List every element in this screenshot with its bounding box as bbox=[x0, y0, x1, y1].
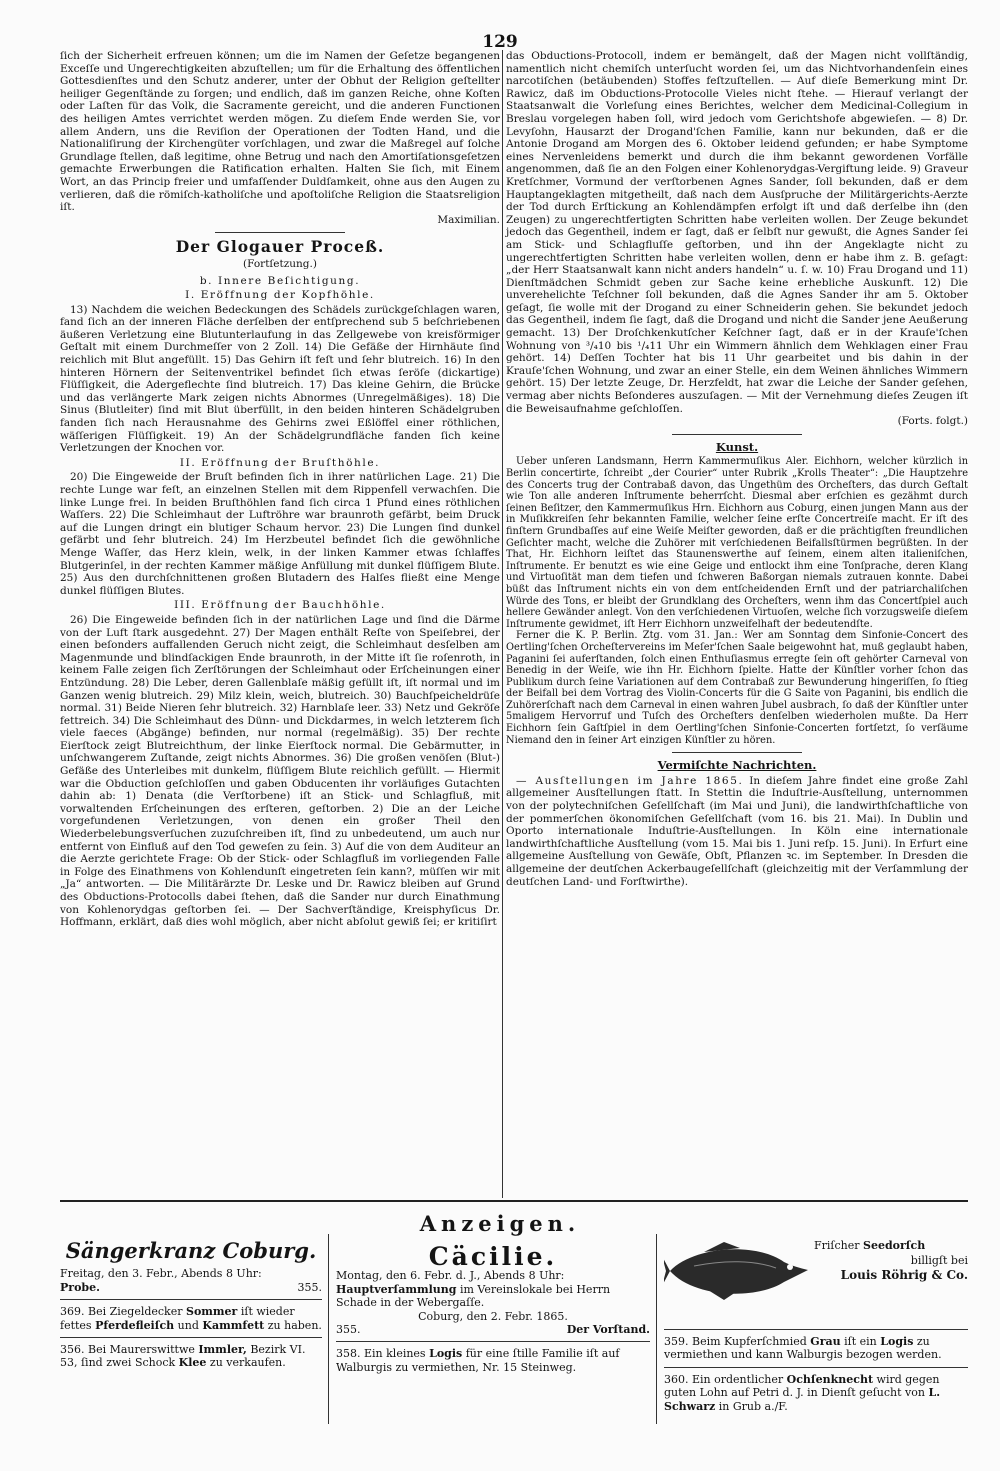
ad-title-saengerkranz: Sängerkranz Coburg. bbox=[65, 1238, 317, 1263]
body-paragraph: Ferner die K. P. Berlin. Ztg. vom 31. Jan.: Wer am Sonntag dem Sinfonie-Concert des Oertling'ſchen Orcheſtervereins im Meſer'ſchen Saale beigewohnt hat, muß geglaubt haben, Paganini ſei auferſtanden, ſolch einen Enthuſiasmus erregte ſein oft gehörter Carneval von Benedig in der Weiſe, wie ihn Hr. Eichhorn ſpielte. Hatte der Künſtler vorher ſchon das Publikum durch ſeine Variationen auf dem Contrabaß zur Bewunderung hingeriſſen, ſo ſtieg der Beifall bei dem Vortrag des Violin-Concerts für die G Saite von Paganini, bis endlich die Zuhörerſchaft nach dem Carneval in einen wahren Jubel ausbrach, ſo daß der Künſtler unter 5maligem Hervorruf und Tuſch des Orcheſters denſelben wiederholen mußte. Da Herr Eichhorn ſein Gaſtſpiel in dem Oertling'ſchen Sinfonie-Concerten fortſetzt, ſo verſäume Niemand den in ſeiner Art einzigen Künſtler zu hören. bbox=[506, 630, 968, 746]
section-heading: b. Innere Beſichtigung. bbox=[199, 274, 361, 287]
ad-number: 358. bbox=[336, 1347, 361, 1361]
ad-text: zu haben. bbox=[267, 1318, 322, 1332]
ad-name: Grau bbox=[810, 1335, 841, 1348]
signature: Maximilian. bbox=[437, 213, 500, 226]
ad-keyword: Logis bbox=[880, 1335, 914, 1348]
ad-text: und bbox=[177, 1318, 199, 1332]
ad-text: billigſt bei bbox=[910, 1254, 968, 1267]
ad-column-middle bbox=[336, 1242, 650, 1374]
right-column bbox=[506, 50, 968, 888]
ad-text: im Vereinslokale bei Herrn Schade in der Webergaſſe. bbox=[336, 1282, 611, 1310]
ad-title-caecilie: Cäcilie. bbox=[428, 1242, 558, 1271]
ad-text: Bei Ziegeldecker bbox=[88, 1305, 183, 1319]
subsection-heading: III. Eröffnung der Bauchhöhle. bbox=[174, 599, 386, 612]
ad-item: Klee bbox=[178, 1356, 207, 1370]
ad-text: wird gegen guten Lohn auf Petri d. J. in Dienſt geſucht von bbox=[664, 1372, 940, 1400]
ad-text: Ein ordentlicher bbox=[692, 1372, 784, 1386]
ad-text: Coburg, den 2. Febr. 1865. bbox=[418, 1309, 568, 1323]
ad-keyword: Ochſenknecht bbox=[786, 1372, 874, 1386]
ad-name: L. Schwarz bbox=[664, 1386, 941, 1413]
fish-icon bbox=[664, 1240, 812, 1302]
ad-column-divider bbox=[328, 1234, 329, 1424]
divider bbox=[672, 434, 802, 435]
page-number: 129 bbox=[482, 32, 518, 52]
continued-note: (Forts. folgt.) bbox=[897, 415, 968, 428]
ads-header: Anzeigen. bbox=[419, 1211, 581, 1236]
ad-text: Bezirk VI. 53, ſind zwei Schock bbox=[60, 1343, 306, 1370]
article-subtitle: (Fortſetzung.) bbox=[243, 257, 317, 270]
body-paragraph: Ueber unſeren Landsmann, Herrn Kammermuſikus Aler. Eichhorn, welcher kürzlich in Berlin concertirte, ſchreibt „der Courier“ unter Rubrik „Krolls Theater“: „Die Hauptzehre des Concerts trug der Contrabaß davon, das Ungethüm des Orcheſters, das durch Geſtalt wie Ton alle anderen Inſtrumente beherrſcht. Diesmal aber erſchien es gezähmt durch ſeinen Beſitzer, den Kammermuſikus Hrn. Eichhorn aus Coburg, einen jungen Mann aus der in Muſikkreiſen ſehr bekannten Familie, welcher ſeine erſte Concertreiſe macht. Er iſt des finſtern Grundbaſſes auf eine Weiſe Meiſter geworden, daß er die prächtigſten freundlichen Geſichter macht, welche die Zuhörer mit verſchiedenen Beifallsſtürmen begrüßten. In der That, Hr. Eichhorn leiſtet das Staunenswerthe auf ſeinem, einem alten italieniſchen, Inſtrumente. Er benutzt es wie eine Geige und entlockt ihm eine Tonſprache, deren Klang und Virtuoſität man dem tiefen und ſchweren Baßorgan niemals zutrauen konnte. Dabei büßt das Inſtrument nichts ein von dem entſcheidenden Ernſt und der patriarchaliſchen Würde des Tons, er bleibt der Grundklang des Orcheſters, wenn ihm das Concertſpiel auch hellere Gewänder anlegt. Von den verſchiedenen Virtuoſen, welche ſich vorzugsweiſe dieſem Inſtrumente gewidmet, iſt Herr Eichhorn unzweifelhaft der bedeutendſte. bbox=[506, 456, 968, 630]
article-title: Der Glogauer Proceß. bbox=[175, 237, 385, 257]
intro-paragraph: ſich der Sicherheit erfreuen können; um die im Namen der Geſetze begangenen Exceſſe und Ungerechtigkeiten abzuſtellen; um für die Erhaltung des öffentlichen Gottesdienſtes und den Schutz anderer, unter der Obhut der Religion geſtellter heiliger Gegenſtände zu ſorgen; und endlich, daß im ganzen Reiche, ohne Koſten oder Laſten für das Volk, die Sacramente gereicht, und die anderen Functionen des heiligen Amtes verrichtet werden mögen. Zu dieſem Ende werden Sie, vor allem Andern, uns die Reviſion der Operationen der Todten Hand, und die Nationaliſirung der Kirchengüter vorſchlagen, und zwar die Maßregel auf ſolche Grundlage ſtellen, daß legitime, ohne Betrug und nach den Amortiſationsgeſetzen gemachte Erwerbungen die Ratification erhalten. Halten Sie ſich, mit Einem Wort, an das Princip freier und umfaſſender Duldſamkeit, ohne aus den Augen zu verlieren, daß die römiſch-katholiſche und apoſtoliſche Religion die Staatsreligion iſt. bbox=[60, 50, 500, 214]
ad-item: Pferdefleiſch bbox=[95, 1318, 175, 1332]
subsection-heading: I. Eröffnung der Kopfhöhle. bbox=[185, 289, 375, 302]
divider bbox=[215, 232, 345, 233]
misc-lead: — Ausſtellungen im Jahre 1865. bbox=[516, 774, 744, 787]
ad-keyword: Seedorſch bbox=[863, 1239, 926, 1252]
body-paragraph: 13) Nachdem die weichen Bedeckungen des Schädels zurückgeſchlagen waren, fand ſich an der inneren Fläche derſelben der entſprechend sub 5 beſchriebenen äußeren Verletzung eine Blutunterlaufung in das Zellgewebe von kreisförmiger Geſtalt mit einem Durchmeſſer von 2 Zoll. 14) Die Gefäße der Hirnhäute ſind reichlich mit Blut angefüllt. 15) Das Gehirn iſt feſt und ſehr blutreich. 16) In den hinteren Hörnern der Seitenventrikel befindet ſich etwas ſeröſe (dickartige) Flüſſigkeit, die Adergeflechte ſind blutreich. 17) Das kleine Gehirn, die Brücke und das verlängerte Mark zeigen nichts Abnormes (Unregelmäßiges). 18) Die Sinus (Blutleiter) ſind mit Blut überfüllt, in den beiden hinteren Schädelgruben fanden ſich nach Herausnahme des Gehirns zwei Eßlöffel einer röthlichen, wäſſerigen Flüſſigkeit. 19) An der Schädelgrundfläche fanden ſich keine Verletzungen der Knochen vor. bbox=[60, 303, 500, 455]
ad-text: für eine ſtille Familie iſt auf Walburgis zu vermiethen, Nr. 15 Steinweg. bbox=[336, 1347, 620, 1374]
body-paragraph: 26) Die Eingeweide befinden ſich in der natürlichen Lage und ſind die Därme von der Luft ſtark ausgedehnt. 27) Der Magen enthält Reſte von Speiſebrei, der einen beſonders auffallenden Geruch nicht zeigt, die Schleimhaut desſelben am Magenmunde und blindſackigen Ende braunroth, in der Mitte iſt ſie roſenroth, in keinem Falle zeigen ſich Zerſtörungen der Schleimhaut oder Erſcheinungen einer Entzündung. 28) Die Leber, deren Gallenblaſe mäßig gefüllt iſt, iſt normal und im Ganzen wenig blutreich. 29) Milz klein, weich, blutreich. 30) Bauchſpeicheldrüſe normal. 31) Beide Nieren ſehr blutreich. 32) Harnblaſe leer. 33) Netz und Gekröſe fettreich. 34) Die Schleimhaut des Dünn- und Dickdarmes, in welch letzterem ſich viele faeces (Abgänge) befinden, nur normal (regelmäßig). 35) Der rechte Eierſtock zeigt Blutreichthum, der linke Eierſtock normal. Die Gebärmutter, in unſchwangerem Zuſtande, zeigt nichts Abnormes. 36) Die großen venöſen (Blut-) Gefäße des Unterleibes mit dunkelm, flüſſigem Blute reichlich gefüllt. — Hiermit war die Obduction geſchloſſen und gaben Obducenten ihr vorläufiges Gutachten dahin ab: 1) Denata (die Verſtorbene) iſt an Stick- und Schlagfluß, mit vorwaltenden Erſcheinungen des erſteren, geſtorben. 2) Die an der Leiche vorgefundenen Verletzungen, von denen ein großer Theil den Wiederbelebungsverſuchen zuzuſchreiben iſt, ſind zu unbedeutend, um auch nur entfernt von Einfluß auf den Tod geweſen zu ſein. 3) Auf die von dem Auditeur an die Aerzte gerichtete Frage: Ob der Stick- oder Schlagfluß im vorliegenden Falle in Folge des Einathmens von Kohlendunſt eingetreten ſein kann?, müſſen wir mit „Ja“ antworten. — Die Militärärzte Dr. Leske und Dr. Rawicz bleiben auf Grund des Obductions-Protocolls dabei ſtehen, daß die Sander nur durch Einathmung von Kohlenorydgas geſtorben ſei. — Der Sachverſtändige, Kreisphyſicus Dr. Hoffmann, erklärt, daß dies wohl möglich, aber nicht abſolut gewiß ſei; er kritiſirt bbox=[60, 613, 500, 929]
misc-text: In dieſem Jahre findet eine große Zahl allgemeiner Ausſtellungen ſtatt. In Stettin die Induſtrie-Ausſtellung, unternommen von der polytechniſchen Geſellſchaft (im Mai und Juni), die landwirthſchaftliche von der pommerſchen ökonomiſchen Geſellſchaft (vom 16. bis 21. Mai). In Dublin und Oporto internationale Induſtrie-Ausſtellungen. In Köln eine internationale landwirthſchaftliche Ausſtellung (vom 15. Mai bis 1. Juni reſp. 15. Juni). In Erfurt eine allgemeine Ausſtellung von Gewäſe, Obſt, Pflanzen ꝛc. im September. In Dresden die allgemeine der deutſchen Ackerbaugeſellſchaft (gleichzeitig mit der Verſammlung der deutſchen Land- und Forſtwirthe). bbox=[506, 774, 968, 888]
ad-number: 355. bbox=[336, 1323, 361, 1337]
column-divider bbox=[502, 50, 503, 1198]
ad-text: Ein kleines bbox=[364, 1347, 426, 1361]
ad-number: 359. bbox=[664, 1335, 689, 1348]
subsection-heading: II. Eröffnung der Bruſthöhle. bbox=[179, 456, 381, 469]
body-paragraph: das Obductions-Protocoll, indem er bemängelt, daß der Magen nicht vollſtändig, namentlich nicht chemiſch unterſucht worden ſei, um das Nichtvorhandenſein eines narcotiſchen (betäubenden) Stoffes feſtzuſtellen. — Auf dieſe Bemerkung mint Dr. Rawicz, daß im Obductions-Protocolle Vieles nicht ſtehe. — Hierauf verlangt der Staatsanwalt die Vorleſung eines Berichtes, welcher dem Medicinal-Collegium in Breslau vorgelegen haben ſoll, wird jedoch vom Gerichtshofe abgewieſen. — 8) Dr. Levyſohn, Hausarzt der Drogand'ſchen Familie, kann nur bekunden, daß er die Antonie Drogand am Morgen des 6. Oktober leidend gefunden; er habe Symptome eines Nervenleidens bemerkt und durch die ihm bekannt gewordenen Vorfälle angenommen, daß ſie an den Folgen einer Kohlenorydgas-Vergiftung leide. 9) Graveur Kretſchmer, Vormund der verſtorbenen Agnes Sander, ſoll bekunden, daß er dem Hauptangeklagten mitgetheilt, daß nach dem Ausſpruche der Militärgerichts-Aerzte der Tod durch Erſtickung an Kohlendämpfen erfolgt iſt und daß derſelbe ihn (den Zeugen) zu ungerechtfertigten Schritten habe verleiten wollen. Der Zeuge bekundet jedoch das Gegentheil, indem er ſagt, daß er ſelbſt nur gewußt, die Agnes Sander ſei am Stick- und Schlagfluſſe geſtorben, und ihn der Angeklagte nicht zu ungerechtfertigten Schritten habe verleiten wollen, denn er habe ihm z. B. geſagt: „der Herr Staatsanwalt kann nicht anders handeln“ u. ſ. w. 10) Frau Drogand und 11) Dienſtmädchen Schmidt geben zur Sache keine erhebliche Auskunft. 12) Die unverehelichte Teſchner ſoll bekunden, daß die Agnes Sander ihr am 5. Oktober geſagt, ſie wolle mit der Drogand zu einer Schneiderin gehen. Sie bekundet jedoch das Gegentheil, indem ſie ſagt, daß die Drogand und nicht die Sander jene Aeußerung gemacht. 13) Der Droſchkenkutſcher Keſchner ſagt, daß er in der Krauſe'ſchen Wohnung von ³/₄10 bis ¹/₄11 Uhr ein Wimmern ähnlich dem Wehklagen einer Frau gehört. 14) Deſſen Tochter hat bis 11 Uhr gearbeitet und bis dahin in der Krauſe'ſchen Wohnung, und zwar an einer Stelle, ein dem Weinen ähnliches Wimmern gehört. 15) Der letzte Zeuge, Dr. Herzfeldt, hat zwar die Leiche der Sander geſehen, vermag aber nichts Beſonderes auszuſagen. — Mit der Vernehmung dieſes Zeugen iſt die Beweisaufnahme geſchloſſen. bbox=[506, 50, 968, 415]
ad-column-left bbox=[60, 1238, 322, 1370]
ad-separator bbox=[336, 1341, 650, 1342]
ad-separator bbox=[664, 1329, 968, 1330]
ad-number: 369. bbox=[60, 1305, 85, 1319]
ad-text: Friſcher bbox=[814, 1239, 860, 1252]
ad-name: Sommer bbox=[186, 1305, 238, 1319]
ad-text: Beim Kupferſchmied bbox=[692, 1335, 807, 1348]
ad-item: Kammfett bbox=[202, 1318, 265, 1332]
ad-keyword: Probe. bbox=[60, 1280, 100, 1294]
left-column bbox=[60, 50, 500, 929]
ads-divider bbox=[60, 1200, 968, 1202]
body-paragraph: 20) Die Eingeweide der Bruſt befinden ſich in ihrer natürlichen Lage. 21) Die rechte Lunge war feſt, an einzelnen Stellen mit dem Rippenfell verwachſen. Die linke Lunge frei. In beiden Bruſthöhlen fand ſich circa 1 Pfund eines röthlichen Waſſers. 22) Die Schleimhaut der Luftröhre war braunroth gefärbt, beim Druck auf die Lungen dringt ein blutiger Schaum hervor. 23) Die Lungen ſind dunkel gefärbt und ſehr blutreich. 24) Im Herzbeutel befindet ſich die gewöhnliche Menge Waſſer, das Herz klein, welk, in der linken Kammer etwas ſchlaffes Blutgerinſel, in der rechten Kammer mäßige Anfüllung mit dunkel flüſſigem Blute. 25) Aus den durchſchnittenen großen Blutadern des Halſes fließt eine Menge dunkel flüſſigen Blutes. bbox=[60, 471, 500, 597]
ad-text: iſt wieder fettes bbox=[60, 1305, 295, 1332]
ad-keyword: Hauptverſammlung bbox=[336, 1282, 457, 1296]
ad-keyword: Logis bbox=[429, 1347, 463, 1361]
ad-text: Montag, den 6. Febr. d. J., Abends 8 Uhr: bbox=[336, 1269, 565, 1283]
section-title-kunst: Kunst. bbox=[715, 439, 759, 454]
ad-column-divider bbox=[656, 1234, 657, 1424]
ad-name: Immler, bbox=[198, 1343, 247, 1357]
ad-number: 356. bbox=[60, 1343, 85, 1357]
ad-separator bbox=[60, 1337, 322, 1338]
ad-column-right bbox=[664, 1238, 968, 1413]
ad-separator bbox=[664, 1367, 968, 1368]
ad-signed: Der Vorſtand. bbox=[566, 1323, 650, 1337]
section-title-misc: Vermiſchte Nachrichten. bbox=[657, 758, 817, 773]
ad-text: Freitag, den 3. Febr., Abends 8 Uhr: bbox=[60, 1267, 262, 1281]
ad-shop-name: Louis Röhrig & Co. bbox=[840, 1268, 968, 1282]
ad-number: 355. bbox=[297, 1280, 322, 1294]
ad-text: zu vermiethen und kann Walburgis bezogen werden. bbox=[664, 1335, 942, 1362]
divider bbox=[672, 752, 802, 753]
ad-text: zu verkaufen. bbox=[209, 1356, 286, 1370]
fish-ad bbox=[664, 1238, 968, 1324]
ad-number: 360. bbox=[664, 1372, 689, 1386]
ad-text: Bei Maurerswittwe bbox=[88, 1343, 195, 1357]
ad-text: in Grub a./F. bbox=[718, 1399, 788, 1413]
ad-separator bbox=[60, 1299, 322, 1300]
ad-text: iſt ein bbox=[844, 1335, 877, 1348]
